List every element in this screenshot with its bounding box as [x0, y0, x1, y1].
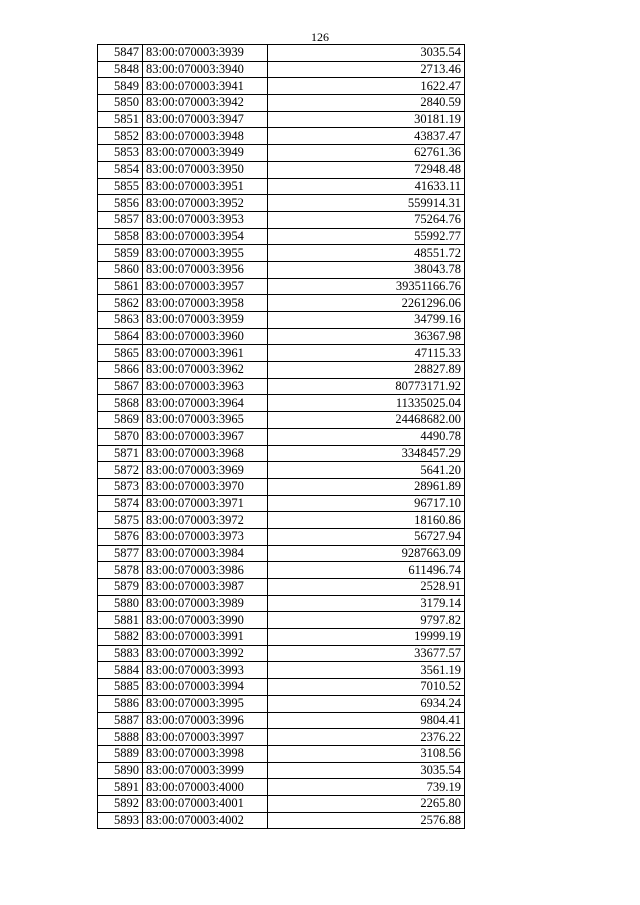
table-row: [98, 629, 465, 646]
table-row: [98, 579, 465, 596]
cadastral-number-cell: 83:00:070003:3955: [143, 245, 268, 262]
cadastral-number-cell: 83:00:070003:3964: [143, 395, 268, 412]
value-cell: 2713.46: [268, 61, 465, 78]
table-row: [98, 111, 465, 128]
row-number-cell: 5874: [98, 495, 143, 512]
value-cell: 9804.41: [268, 712, 465, 729]
cadastral-number-cell: 83:00:070003:3939: [143, 45, 268, 62]
value-cell: 3108.56: [268, 745, 465, 762]
table-row: [98, 295, 465, 312]
row-number-cell: 5892: [98, 795, 143, 812]
table-row: [98, 261, 465, 278]
cadastral-number-cell: 83:00:070003:3963: [143, 378, 268, 395]
row-number-cell: 5882: [98, 629, 143, 646]
cadastral-number-cell: 83:00:070003:3984: [143, 545, 268, 562]
table-row: [98, 428, 465, 445]
value-cell: 2265.80: [268, 795, 465, 812]
cadastral-number-cell: 83:00:070003:3940: [143, 61, 268, 78]
row-number-cell: 5863: [98, 312, 143, 329]
row-number-cell: 5887: [98, 712, 143, 729]
row-number-cell: 5853: [98, 145, 143, 162]
cadastral-number-cell: 83:00:070003:3969: [143, 462, 268, 479]
table-row: [98, 395, 465, 412]
cadastral-number-cell: 83:00:070003:3948: [143, 128, 268, 145]
table-row: [98, 779, 465, 796]
cadastral-number-cell: 83:00:070003:3973: [143, 528, 268, 545]
cadastral-number-cell: 83:00:070003:3942: [143, 95, 268, 112]
row-number-cell: 5873: [98, 478, 143, 495]
row-number-cell: 5851: [98, 111, 143, 128]
value-cell: 43837.47: [268, 128, 465, 145]
value-cell: 19999.19: [268, 629, 465, 646]
table-row: [98, 645, 465, 662]
cadastral-number-cell: 83:00:070003:3951: [143, 178, 268, 195]
table-row: [98, 345, 465, 362]
value-cell: 3035.54: [268, 762, 465, 779]
cadastral-number-cell: 83:00:070003:4000: [143, 779, 268, 796]
cadastral-number-cell: 83:00:070003:3952: [143, 195, 268, 212]
row-number-cell: 5888: [98, 729, 143, 746]
row-number-cell: 5861: [98, 278, 143, 295]
table-row: [98, 812, 465, 829]
table-row: [98, 128, 465, 145]
value-cell: 3348457.29: [268, 445, 465, 462]
cadastral-number-cell: 83:00:070003:3953: [143, 211, 268, 228]
table-row: [98, 462, 465, 479]
table-row: [98, 679, 465, 696]
value-cell: 33677.57: [268, 645, 465, 662]
cadastral-number-cell: 83:00:070003:4001: [143, 795, 268, 812]
value-cell: 739.19: [268, 779, 465, 796]
value-cell: 62761.36: [268, 145, 465, 162]
row-number-cell: 5856: [98, 195, 143, 212]
table-row: [98, 328, 465, 345]
cadastral-number-cell: 83:00:070003:4002: [143, 812, 268, 829]
table-row: [98, 595, 465, 612]
row-number-cell: 5866: [98, 362, 143, 379]
cadastral-number-cell: 83:00:070003:3970: [143, 478, 268, 495]
value-cell: 47115.33: [268, 345, 465, 362]
table-row: [98, 612, 465, 629]
value-cell: 7010.52: [268, 679, 465, 696]
row-number-cell: 5893: [98, 812, 143, 829]
value-cell: 41633.11: [268, 178, 465, 195]
cadastral-number-cell: 83:00:070003:3996: [143, 712, 268, 729]
row-number-cell: 5860: [98, 261, 143, 278]
table-row: [98, 478, 465, 495]
row-number-cell: 5883: [98, 645, 143, 662]
value-cell: 611496.74: [268, 562, 465, 579]
value-cell: 11335025.04: [268, 395, 465, 412]
value-cell: 96717.10: [268, 495, 465, 512]
row-number-cell: 5890: [98, 762, 143, 779]
cadastral-number-cell: 83:00:070003:3987: [143, 579, 268, 596]
value-cell: 3179.14: [268, 595, 465, 612]
value-cell: 2528.91: [268, 579, 465, 596]
value-cell: 36367.98: [268, 328, 465, 345]
row-number-cell: 5880: [98, 595, 143, 612]
value-cell: 2840.59: [268, 95, 465, 112]
page-number: 126: [311, 30, 329, 44]
table-row: [98, 362, 465, 379]
row-number-cell: 5871: [98, 445, 143, 462]
table-row: [98, 412, 465, 429]
row-number-cell: 5862: [98, 295, 143, 312]
table-row: [98, 145, 465, 162]
value-cell: 18160.86: [268, 512, 465, 529]
value-cell: 2576.88: [268, 812, 465, 829]
cadastral-number-cell: 83:00:070003:3949: [143, 145, 268, 162]
cadastral-number-cell: 83:00:070003:3956: [143, 261, 268, 278]
value-cell: 55992.77: [268, 228, 465, 245]
cadastral-number-cell: 83:00:070003:3965: [143, 412, 268, 429]
value-cell: 80773171.92: [268, 378, 465, 395]
cadastral-number-cell: 83:00:070003:3995: [143, 695, 268, 712]
value-cell: 9797.82: [268, 612, 465, 629]
table-row: [98, 245, 465, 262]
value-cell: 9287663.09: [268, 545, 465, 562]
value-cell: 6934.24: [268, 695, 465, 712]
value-cell: 4490.78: [268, 428, 465, 445]
row-number-cell: 5870: [98, 428, 143, 445]
table-row: [98, 445, 465, 462]
row-number-cell: 5891: [98, 779, 143, 796]
row-number-cell: 5881: [98, 612, 143, 629]
value-cell: 34799.16: [268, 312, 465, 329]
table-row: [98, 795, 465, 812]
row-number-cell: 5864: [98, 328, 143, 345]
value-cell: 48551.72: [268, 245, 465, 262]
cadastral-number-cell: 83:00:070003:3999: [143, 762, 268, 779]
value-cell: 56727.94: [268, 528, 465, 545]
table-row: [98, 178, 465, 195]
table-row: [98, 662, 465, 679]
value-cell: 28961.89: [268, 478, 465, 495]
table-row: [98, 312, 465, 329]
table-row: [98, 278, 465, 295]
value-cell: 559914.31: [268, 195, 465, 212]
value-cell: 24468682.00: [268, 412, 465, 429]
value-cell: 39351166.76: [268, 278, 465, 295]
row-number-cell: 5885: [98, 679, 143, 696]
cadastral-number-cell: 83:00:070003:3967: [143, 428, 268, 445]
value-cell: 5641.20: [268, 462, 465, 479]
cadastral-number-cell: 83:00:070003:3998: [143, 745, 268, 762]
cadastral-value-table: [97, 44, 465, 829]
cadastral-number-cell: 83:00:070003:3961: [143, 345, 268, 362]
row-number-cell: 5847: [98, 45, 143, 62]
table-row: [98, 745, 465, 762]
cadastral-number-cell: 83:00:070003:3954: [143, 228, 268, 245]
cadastral-number-cell: 83:00:070003:3972: [143, 512, 268, 529]
cadastral-number-cell: 83:00:070003:3959: [143, 312, 268, 329]
table-row: [98, 228, 465, 245]
row-number-cell: 5875: [98, 512, 143, 529]
row-number-cell: 5857: [98, 211, 143, 228]
table-row: [98, 61, 465, 78]
cadastral-number-cell: 83:00:070003:3968: [143, 445, 268, 462]
table-row: [98, 729, 465, 746]
cadastral-number-cell: 83:00:070003:3971: [143, 495, 268, 512]
row-number-cell: 5872: [98, 462, 143, 479]
value-cell: 3561.19: [268, 662, 465, 679]
value-cell: 1622.47: [268, 78, 465, 95]
cadastral-number-cell: 83:00:070003:3992: [143, 645, 268, 662]
table-row: [98, 211, 465, 228]
row-number-cell: 5859: [98, 245, 143, 262]
cadastral-number-cell: 83:00:070003:3947: [143, 111, 268, 128]
cadastral-number-cell: 83:00:070003:3986: [143, 562, 268, 579]
row-number-cell: 5877: [98, 545, 143, 562]
cadastral-number-cell: 83:00:070003:3958: [143, 295, 268, 312]
table-row: [98, 762, 465, 779]
row-number-cell: 5878: [98, 562, 143, 579]
row-number-cell: 5889: [98, 745, 143, 762]
value-cell: 75264.76: [268, 211, 465, 228]
row-number-cell: 5852: [98, 128, 143, 145]
value-cell: 30181.19: [268, 111, 465, 128]
cadastral-number-cell: 83:00:070003:3990: [143, 612, 268, 629]
table-row: [98, 528, 465, 545]
row-number-cell: 5865: [98, 345, 143, 362]
row-number-cell: 5876: [98, 528, 143, 545]
cadastral-number-cell: 83:00:070003:3997: [143, 729, 268, 746]
cadastral-number-cell: 83:00:070003:3960: [143, 328, 268, 345]
row-number-cell: 5868: [98, 395, 143, 412]
table-row: [98, 512, 465, 529]
value-cell: 2376.22: [268, 729, 465, 746]
table-row: [98, 95, 465, 112]
row-number-cell: 5849: [98, 78, 143, 95]
value-cell: 72948.48: [268, 161, 465, 178]
table-row: [98, 78, 465, 95]
cadastral-number-cell: 83:00:070003:3993: [143, 662, 268, 679]
row-number-cell: 5884: [98, 662, 143, 679]
cadastral-number-cell: 83:00:070003:3991: [143, 629, 268, 646]
row-number-cell: 5854: [98, 161, 143, 178]
cadastral-number-cell: 83:00:070003:3989: [143, 595, 268, 612]
value-cell: 3035.54: [268, 45, 465, 62]
table-row: [98, 712, 465, 729]
row-number-cell: 5855: [98, 178, 143, 195]
row-number-cell: 5867: [98, 378, 143, 395]
cadastral-number-cell: 83:00:070003:3957: [143, 278, 268, 295]
cadastral-number-cell: 83:00:070003:3962: [143, 362, 268, 379]
table-row: [98, 695, 465, 712]
row-number-cell: 5886: [98, 695, 143, 712]
row-number-cell: 5879: [98, 579, 143, 596]
table-row: [98, 195, 465, 212]
value-cell: 2261296.06: [268, 295, 465, 312]
cadastral-number-cell: 83:00:070003:3950: [143, 161, 268, 178]
table-row: [98, 161, 465, 178]
value-cell: 38043.78: [268, 261, 465, 278]
row-number-cell: 5848: [98, 61, 143, 78]
value-cell: 28827.89: [268, 362, 465, 379]
row-number-cell: 5869: [98, 412, 143, 429]
cadastral-number-cell: 83:00:070003:3941: [143, 78, 268, 95]
table-row: [98, 495, 465, 512]
row-number-cell: 5850: [98, 95, 143, 112]
cadastral-number-cell: 83:00:070003:3994: [143, 679, 268, 696]
table-row: [98, 545, 465, 562]
table-body: [98, 45, 465, 829]
table-row: [98, 378, 465, 395]
row-number-cell: 5858: [98, 228, 143, 245]
table-row: [98, 562, 465, 579]
table-row: [98, 45, 465, 62]
